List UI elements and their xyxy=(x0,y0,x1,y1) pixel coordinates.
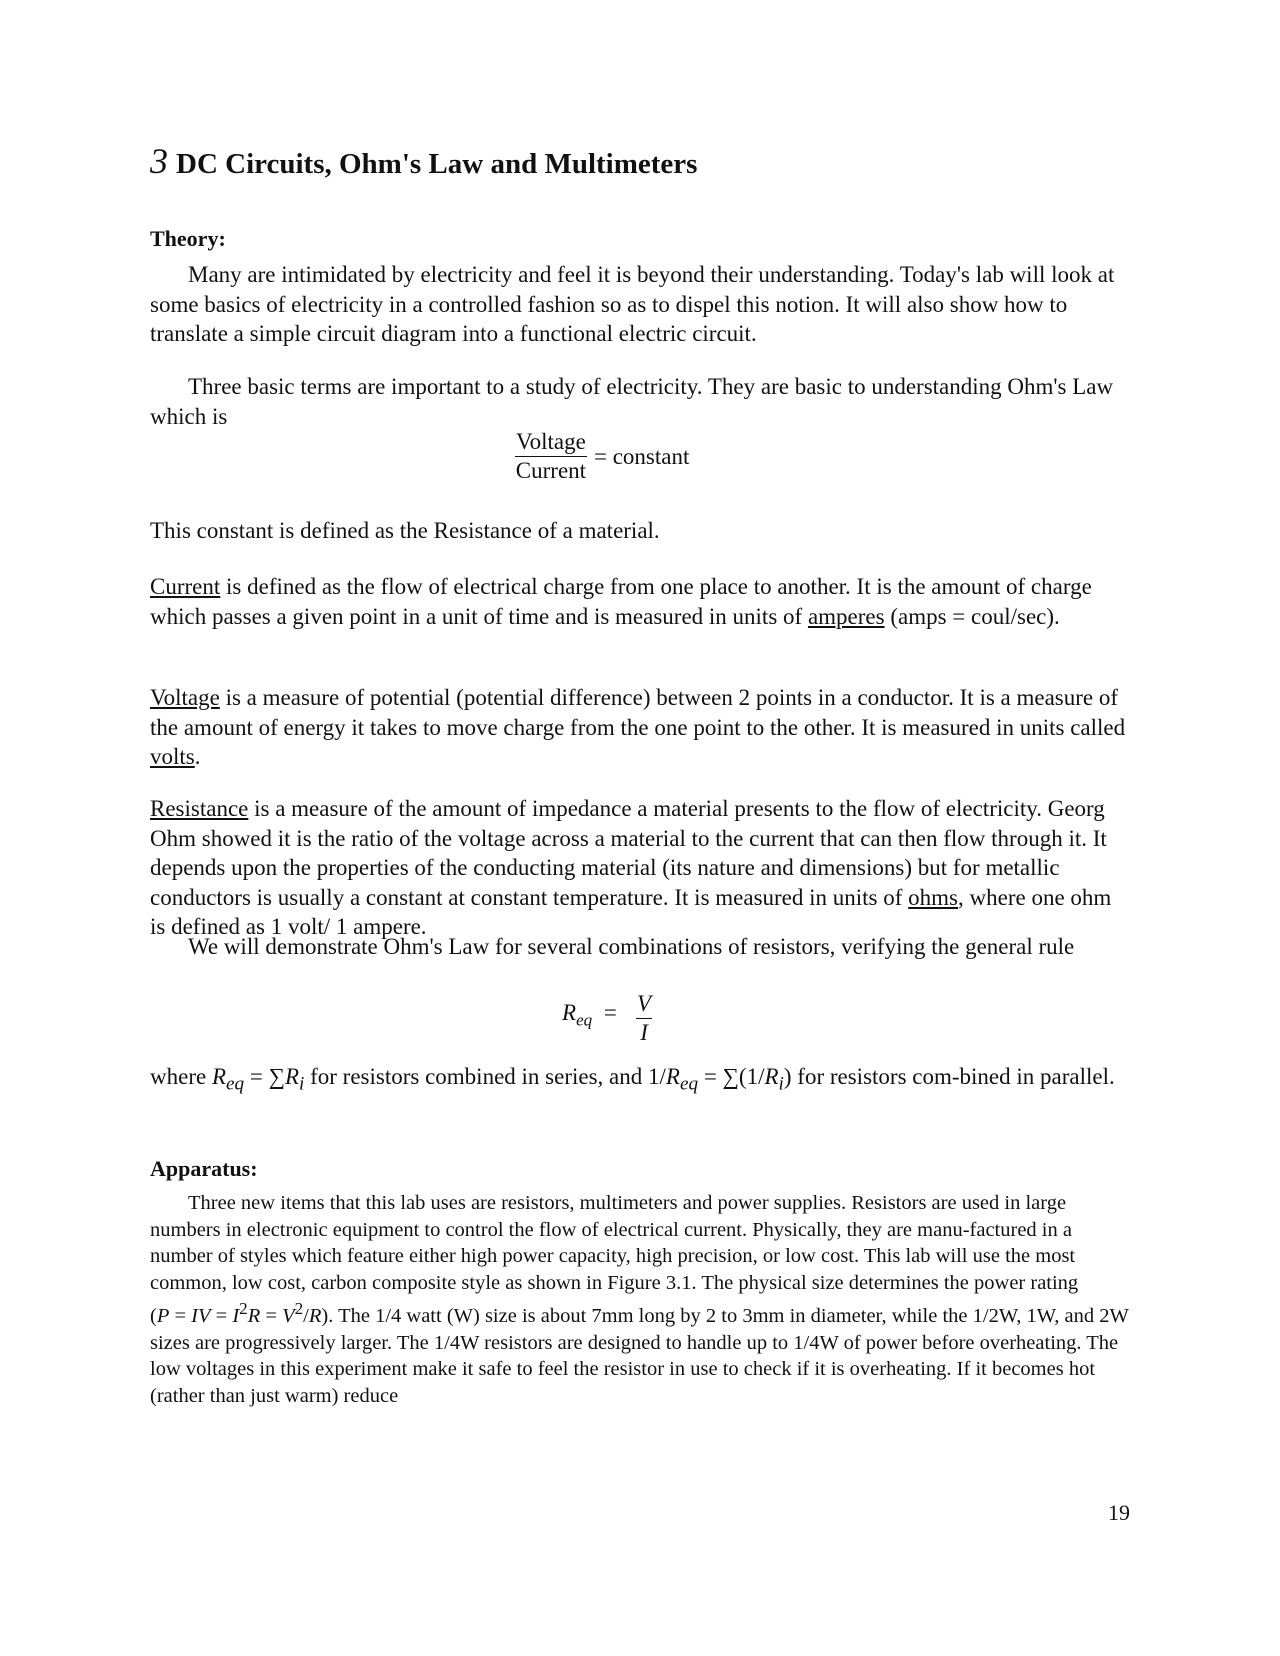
fraction-numerator: Voltage xyxy=(515,428,587,457)
resistance-unit: ohms xyxy=(908,884,959,910)
chapter-title xyxy=(150,140,697,182)
current-term: Current xyxy=(150,574,221,599)
demo-paragraph: We will demonstrate Ohm's Law for several combinations of resistors, verifying the general rule xyxy=(188,934,1075,959)
where-text: where xyxy=(150,1064,212,1089)
where-parallel-text: for resistors com-bined in parallel. xyxy=(791,1064,1115,1089)
resistance-definition xyxy=(150,794,1130,942)
resistance-text-a: is a measure of the amount of impedance a material presents to the flow of electricity. Georg Ohm showed it is the ratio of the voltage across a material to the current that can then flow through it. It depends upon the properties of the conducting material (its nature and dimensions) but for metallic conductors is usually a constant at constant temperature. It is measured in units of xyxy=(150,796,1107,910)
voltage-text-b: . xyxy=(194,744,201,769)
current-unit: amperes xyxy=(807,603,885,629)
voltage-text-a: is a measure of potential (potential difference) between 2 points in a conductor. It is a measure of the amount of energy it takes to move charge from the one point to the other. It is measured in units called xyxy=(150,685,1126,740)
resistance-text-b: , where one ohm is defined as 1 volt/ 1 ampere. xyxy=(150,884,1112,939)
current-text-a: is defined as the flow of electrical charge from one place to another. It is the amount of charge which passes a given point in a unit of time and is measured in units of xyxy=(150,574,1092,629)
fraction-denominator: Current xyxy=(515,458,587,483)
where-series-text: for resistors combined in series, and xyxy=(304,1064,649,1089)
theory-heading: Theory: xyxy=(150,226,226,251)
v-over-i-fraction xyxy=(636,990,652,1047)
voltage-definition xyxy=(150,683,1130,772)
current-definition xyxy=(150,572,1130,631)
parallel-formula: $1/R_{eq} = \sum(1/R_i)$ xyxy=(648,1064,792,1095)
theory-paragraph-1: Many are intimidated by electricity and feel it is beyond their understanding. Today's lab will look at some basics of electricity in a controlled fashion so as to dispel this notion. It will also show how to translate a simple circuit diagram into a functional electric circuit. xyxy=(150,262,1115,346)
constant-definition: This constant is defined as the Resistance of a material. xyxy=(150,518,660,543)
resistance-term: Resistance xyxy=(150,796,249,821)
series-formula: $R_{eq} = \sum R_i$ xyxy=(211,1064,305,1095)
current-text-b: (amps = coul/sec). xyxy=(884,603,1060,629)
ohms-law-fraction xyxy=(515,428,587,485)
power-formula: (P = IV = $I^2R = V^2/R$) xyxy=(150,1299,329,1328)
fraction-rhs: = constant xyxy=(594,444,690,469)
i-denominator: I xyxy=(640,1020,648,1045)
apparatus-paragraph xyxy=(150,1190,1130,1410)
apparatus-heading: Apparatus: xyxy=(150,1156,258,1181)
voltage-unit: volts xyxy=(150,744,195,769)
page-number: 19 xyxy=(1108,1500,1130,1525)
voltage-term: Voltage xyxy=(150,685,220,710)
equals-sign: = xyxy=(603,1000,617,1025)
req-equation xyxy=(562,1000,623,1031)
theory-paragraph-2: Three basic terms are important to a study of electricity. They are basic to understanding Ohm's Law which is xyxy=(150,374,1114,429)
chapter-title-text: DC Circuits, Ohm's Law and Multimeters xyxy=(176,148,698,180)
apparatus-text-a: Three new items that this lab uses are resistors, multimeters and power supplies. Resistors are used in large numbers in electronic equipment to control the flow of electrical current. Physically, they are manu-factured in a number of styles which feature either high power capacity, high precision, or low cost. This lab will use the most common, low cost, carbon composite style as shown in Figure 3.1. The physical size determines the power rating xyxy=(150,1192,1079,1294)
chapter-number: 3 xyxy=(150,141,168,181)
v-numerator: V xyxy=(636,990,652,1019)
req-subscript: eq xyxy=(576,1010,593,1030)
req-symbol: R xyxy=(562,1000,577,1025)
where-paragraph xyxy=(150,1060,1130,1102)
apparatus-text-b: . The 1/4 watt (W) size is about 7mm long by 2 to 3mm in diameter, while the 1/2W, 1W, and 2W sizes are progressively larger. The 1/4W resistors are designed to handle up to 1/4W of power before overheating. The low voltages in this experiment make it safe to feel the resistor in use to check if it is overheating. If it becomes hot (rather than just warm) reduce xyxy=(150,1305,1129,1407)
